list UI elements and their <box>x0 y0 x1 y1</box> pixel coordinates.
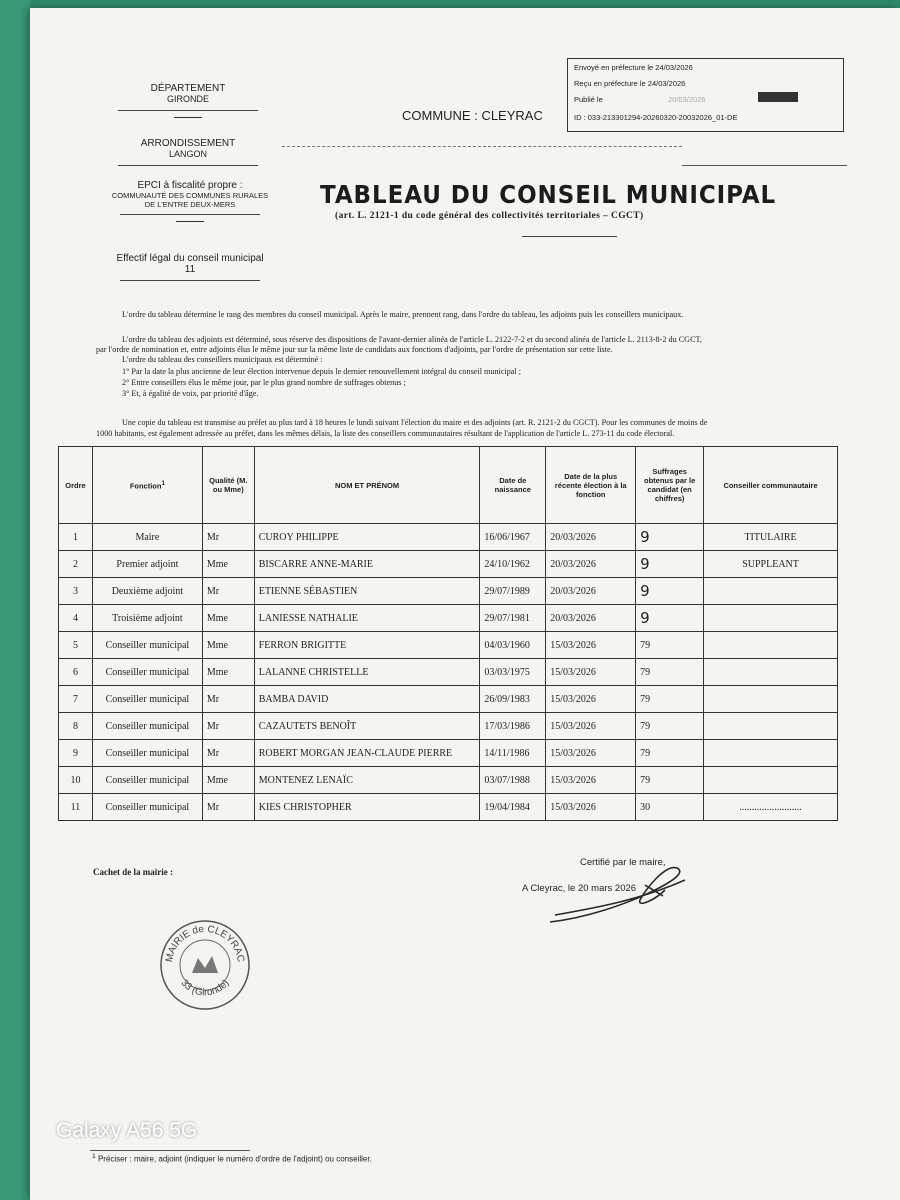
header-nom: NOM ET PRÉNOM <box>254 447 480 524</box>
cell-communautaire <box>704 632 838 659</box>
commune-underline <box>282 146 682 147</box>
cell-election: 15/03/2026 <box>546 740 636 767</box>
cell-ordre: 1 <box>59 524 93 551</box>
background-fabric <box>0 0 30 1200</box>
prefecture-stamp <box>567 58 844 132</box>
cell-nom: KIES CHRISTOPHER <box>254 794 480 821</box>
cell-election: 15/03/2026 <box>546 713 636 740</box>
cell-suffrages: 9 <box>636 605 704 632</box>
footnote-text: Préciser : maire, adjoint (indiquer le numéro d'ordre de l'adjoint) ou conseiller. <box>97 1154 372 1164</box>
intro-p5: 2° Entre conseillers élus le même jour, par le plus grand nombre de suffrages obtenus ; <box>122 378 406 387</box>
cell-fonction: Conseiller municipal <box>92 767 202 794</box>
cell-naissance: 17/03/1986 <box>480 713 546 740</box>
header-ordre: Ordre <box>59 447 93 524</box>
cell-nom: FERRON BRIGITTE <box>254 632 480 659</box>
cell-ordre: 3 <box>59 578 93 605</box>
cell-communautaire: SUPPLEANT <box>704 551 838 578</box>
effectif-underline <box>120 280 260 281</box>
cell-fonction: Conseiller municipal <box>92 659 202 686</box>
cell-nom: LANIESSE NATHALIE <box>254 605 480 632</box>
cell-fonction: Conseiller municipal <box>92 794 202 821</box>
cell-fonction: Conseiller municipal <box>92 632 202 659</box>
cell-naissance: 03/07/1988 <box>480 767 546 794</box>
arrondissement-block <box>118 138 258 166</box>
cell-nom: BISCARRE ANNE-MARIE <box>254 551 480 578</box>
header-fonction-label: Fonction <box>129 481 162 491</box>
prefecture-envoye: Envoyé en préfecture le 24/03/2026 <box>574 63 693 72</box>
svg-text:MAIRIE de CLEYRAC <box>164 924 246 963</box>
separator-dash <box>176 221 204 222</box>
cell-suffrages: 9 <box>636 578 704 605</box>
effectif-block <box>100 253 280 281</box>
cell-election: 15/03/2026 <box>546 632 636 659</box>
cell-qualite: Mme <box>202 605 254 632</box>
cell-communautaire <box>704 686 838 713</box>
epci-value-2: DE L'ENTRE DEUX-MERS <box>144 200 236 209</box>
cell-naissance: 29/07/1981 <box>480 605 546 632</box>
cell-election: 15/03/2026 <box>546 767 636 794</box>
berger-levrault-logo <box>758 92 798 102</box>
cell-naissance: 24/10/1962 <box>480 551 546 578</box>
cell-qualite: Mr <box>202 578 254 605</box>
epci-underline <box>120 214 260 215</box>
header-rule <box>682 165 847 166</box>
lieu-date: A Cleyrac, le 20 mars 2026 <box>522 883 637 894</box>
cell-nom: CUROY PHILIPPE <box>254 524 480 551</box>
cell-election: 15/03/2026 <box>546 659 636 686</box>
table-row <box>59 794 838 821</box>
prefecture-recu: Reçu en préfecture le 24/03/2026 <box>574 79 686 88</box>
stamp-bottom-text: 33 (Gironde) <box>178 977 232 999</box>
prefecture-publie-date: 20/03/2026 <box>668 95 706 104</box>
cell-naissance: 16/06/1967 <box>480 524 546 551</box>
cell-nom: ROBERT MORGAN JEAN-CLAUDE PIERRE <box>254 740 480 767</box>
footnote-rule <box>90 1150 250 1151</box>
cell-naissance: 26/09/1983 <box>480 686 546 713</box>
cell-communautaire: TITULAIRE <box>704 524 838 551</box>
cell-qualite: Mme <box>202 767 254 794</box>
cell-communautaire <box>704 659 838 686</box>
table-row <box>59 659 838 686</box>
table-header-row <box>59 447 838 524</box>
cell-qualite: Mr <box>202 686 254 713</box>
cell-ordre: 5 <box>59 632 93 659</box>
cell-nom: MONTENEZ LENAÏC <box>254 767 480 794</box>
departement-block <box>118 83 258 124</box>
header-naissance: Date de naissance <box>480 447 546 524</box>
cell-ordre: 7 <box>59 686 93 713</box>
council-table <box>58 446 838 821</box>
cell-communautaire: ......................... <box>704 794 838 821</box>
separator-dash <box>174 117 202 118</box>
cell-nom: ETIENNE SÉBASTIEN <box>254 578 480 605</box>
cell-ordre: 10 <box>59 767 93 794</box>
arrondissement-value: LANGON <box>168 149 207 159</box>
cachet-label: Cachet de la mairie : <box>93 867 173 877</box>
epci-label: EPCI à fiscalité propre : <box>137 180 243 191</box>
departement-underline <box>118 110 258 111</box>
cell-naissance: 29/07/1989 <box>480 578 546 605</box>
cell-fonction: Conseiller municipal <box>92 740 202 767</box>
stamp-top-text: MAIRIE de CLEYRAC <box>163 923 246 964</box>
epci-value-1: COMMUNAUTÉ DES COMMUNES RURALES <box>111 191 269 200</box>
cell-suffrages: 9 <box>636 524 704 551</box>
intro-p7a: Une copie du tableau est transmise au préfet au plus tard à 18 heures le lundi suivant l'élection du maire et des adjoints (art. R. 2121-2 du CGCT). Pour les communes de moins de <box>122 418 708 427</box>
certifie-label: Certifié par le maire, <box>580 857 666 868</box>
departement-label: DÉPARTEMENT <box>150 83 226 94</box>
cell-qualite: Mr <box>202 740 254 767</box>
cell-election: 20/03/2026 <box>546 524 636 551</box>
arrondissement-underline <box>118 165 258 166</box>
cell-communautaire <box>704 767 838 794</box>
cell-suffrages: 79 <box>636 686 704 713</box>
prefecture-id: ID : 033-213301294-20260320-20032026_01-DE <box>574 113 738 122</box>
cell-nom: CAZAUTETS BENOÎT <box>254 713 480 740</box>
departement-value: GIRONDE <box>166 94 209 104</box>
cell-election: 20/03/2026 <box>546 605 636 632</box>
cell-communautaire <box>704 713 838 740</box>
cell-suffrages: 30 <box>636 794 704 821</box>
intro-p2a: L'ordre du tableau des adjoints est déterminé, sous réserve des dispositions de l'avant-dernier alinéa de l'article L. 2122-7-2 et du second alinéa de l'article L. 2113-8-2 du CGCT, <box>122 335 702 344</box>
cell-fonction: Premier adjoint <box>92 551 202 578</box>
intro-p2b: par l'ordre de nomination et, entre adjoints élus le même jour sur la même liste de candidats aux fonctions d'adjoints, par l'ordre de présentation sur cette liste. <box>96 345 613 354</box>
table-row <box>59 686 838 713</box>
effectif-label: Effectif légal du conseil municipal <box>116 253 264 264</box>
cell-fonction: Conseiller municipal <box>92 713 202 740</box>
camera-watermark: Galaxy A56 5G <box>56 1119 198 1142</box>
table-row <box>59 713 838 740</box>
mayor-signature <box>545 860 695 930</box>
intro-p1: L'ordre du tableau détermine le rang des membres du conseil municipal. Après le maire, prennent rang, dans l'ordre du tableau, les adjoints puis les conseillers municipaux. <box>122 310 684 319</box>
prefecture-publie: Publié le <box>574 95 603 104</box>
epci-block <box>100 180 280 228</box>
cell-communautaire <box>704 578 838 605</box>
table-row <box>59 605 838 632</box>
cell-ordre: 8 <box>59 713 93 740</box>
cell-fonction: Deuxième adjoint <box>92 578 202 605</box>
cell-nom: LALANNE CHRISTELLE <box>254 659 480 686</box>
intro-p6: 3° Et, à égalité de voix, par priorité d'âge. <box>122 389 259 398</box>
cell-suffrages: 79 <box>636 632 704 659</box>
table-row <box>59 524 838 551</box>
cell-qualite: Mme <box>202 632 254 659</box>
header-qualite: Qualité (M. ou Mme) <box>202 447 254 524</box>
footnote <box>92 1153 372 1164</box>
commune-name: COMMUNE : CLEYRAC <box>402 108 543 123</box>
cell-ordre: 4 <box>59 605 93 632</box>
cell-suffrages: 79 <box>636 659 704 686</box>
intro-p4: 1° Par la date la plus ancienne de leur élection intervenue depuis le dernier renouvellement intégral du conseil municipal ; <box>122 367 522 376</box>
cell-naissance: 03/03/1975 <box>480 659 546 686</box>
table-row <box>59 767 838 794</box>
header-fonction <box>92 447 202 524</box>
table-row <box>59 632 838 659</box>
effectif-value: 11 <box>184 264 196 275</box>
cell-election: 20/03/2026 <box>546 578 636 605</box>
footnote-marker: 1 <box>92 1153 96 1160</box>
cell-ordre: 2 <box>59 551 93 578</box>
arrondissement-label: ARRONDISSEMENT <box>140 138 236 149</box>
cell-communautaire <box>704 740 838 767</box>
cell-suffrages: 79 <box>636 767 704 794</box>
header-suffrages: Suffrages obtenus par le candidat (en chiffres) <box>636 447 704 524</box>
mairie-stamp <box>158 918 252 1012</box>
table-row <box>59 551 838 578</box>
page-title: TABLEAU DU CONSEIL MUNICIPAL <box>320 180 777 209</box>
cell-suffrages: 79 <box>636 740 704 767</box>
cell-election: 20/03/2026 <box>546 551 636 578</box>
cell-ordre: 9 <box>59 740 93 767</box>
cell-naissance: 14/11/1986 <box>480 740 546 767</box>
cell-communautaire <box>704 605 838 632</box>
header-communautaire: Conseiller communautaire <box>704 447 838 524</box>
cell-qualite: Mr <box>202 713 254 740</box>
cell-ordre: 6 <box>59 659 93 686</box>
table-row <box>59 578 838 605</box>
intro-p3: L'ordre du tableau des conseillers municipaux est déterminé : <box>122 355 323 364</box>
cell-fonction: Conseiller municipal <box>92 686 202 713</box>
header-election: Date de la plus récente élection à la fonction <box>546 447 636 524</box>
cell-fonction: Troisième adjoint <box>92 605 202 632</box>
cell-naissance: 04/03/1960 <box>480 632 546 659</box>
cell-election: 15/03/2026 <box>546 794 636 821</box>
cell-suffrages: 79 <box>636 713 704 740</box>
cell-ordre: 11 <box>59 794 93 821</box>
cell-suffrages: 9 <box>636 551 704 578</box>
cell-nom: BAMBA DAVID <box>254 686 480 713</box>
cell-qualite: Mme <box>202 659 254 686</box>
stamp-emblem <box>192 956 218 973</box>
cell-qualite: Mme <box>202 551 254 578</box>
cell-qualite: Mr <box>202 794 254 821</box>
intro-p7b: 1000 habitants, est également adressée au préfet, dans les mêmes délais, la liste des conseillers communautaires résultant de l'application de l'article L. 273-11 du code électoral. <box>96 429 675 438</box>
cell-naissance: 19/04/1984 <box>480 794 546 821</box>
page-subtitle: (art. L. 2121-1 du code général des collectivités territoriales – CGCT) <box>335 211 644 221</box>
svg-text:33 (Gironde) <box>178 978 231 999</box>
cell-election: 15/03/2026 <box>546 686 636 713</box>
cell-qualite: Mr <box>202 524 254 551</box>
title-underline <box>522 236 617 237</box>
table-row <box>59 740 838 767</box>
header-fonction-footnote: 1 <box>161 479 165 487</box>
cell-fonction: Maire <box>92 524 202 551</box>
